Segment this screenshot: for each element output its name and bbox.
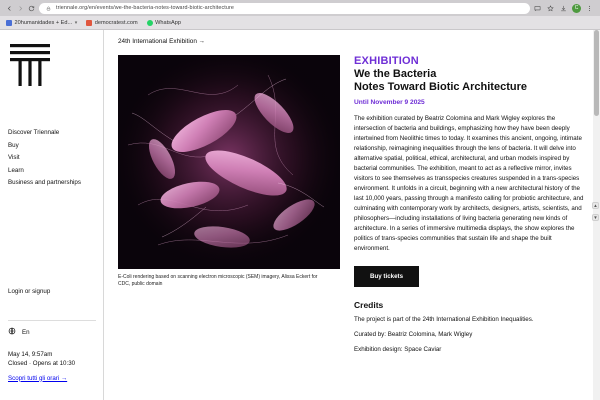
downloads-icon[interactable] — [559, 4, 568, 13]
browser-toolbar — [0, 0, 600, 16]
favicon-icon — [86, 20, 92, 26]
bookmark-label: WhatsApp — [155, 19, 181, 26]
description-text: The exhibition curated by Beatriz Colomina and Mark Wigley explores the intersection of bacteria and buildings, emphasizing how they have been deeply intertwined from Neolithic times to today. It examines this ancient, ongoing, intimate relationship, reimagining inequalities through the lens of bacteria. It will delve into alternative spatial, political, ethical, architectural, and urban models inspired by bacterial communities. The exhibition, meant to act as a reflective mirror, invites visitors to see themselves as transspecies creatures suspended in a trans-species environment. It unfolds in a circuit, beginning with a new architectural history of the last 10,000 years, passing through a manifesto calling for probiotic architecture, and culminating with contemporary work by architects, designers, artists, scientists, and philosophers—including installations of living bacteria generating new kinds of architecture. In a series of immersive multimedia displays, the show explores the politics of trans-species communities that sustain life and shape the built environment. — [354, 114, 584, 253]
bacteria-illustration — [118, 55, 340, 269]
credits-heading: Credits — [354, 300, 384, 311]
site-sidebar — [0, 30, 104, 400]
scroll-down-button[interactable]: ▼ — [593, 215, 598, 220]
login-signup-link[interactable]: Login or signup — [8, 288, 51, 295]
hero-image — [118, 55, 340, 269]
profile-avatar[interactable]: C — [572, 4, 581, 13]
credits-line-1: The project is part of the 24th International Exhibition Inequalities. — [354, 316, 534, 324]
bookmark-item[interactable] — [6, 20, 77, 26]
navigation-controls — [4, 4, 36, 13]
hours-status: Closed · Opens at 10:30 — [8, 360, 76, 368]
sidebar-item-buy[interactable]: Buy — [8, 141, 19, 149]
menu-icon[interactable] — [585, 4, 594, 13]
bookmark-label: 20humanidades + Ed... — [14, 19, 73, 26]
bookmark-star-icon[interactable] — [546, 4, 555, 13]
scroll-up-button[interactable]: ▲ — [593, 203, 598, 208]
language-value: En — [22, 328, 30, 336]
favicon-icon — [6, 20, 12, 26]
globe-icon — [8, 327, 16, 337]
sidebar-item-visit[interactable]: Visit — [8, 154, 20, 161]
toolbar-actions — [533, 4, 596, 13]
breadcrumb[interactable]: 24th International Exhibition → — [118, 38, 206, 45]
triennale-logo-icon[interactable] — [10, 42, 95, 89]
address-bar[interactable] — [39, 3, 530, 14]
eyebrow-label: EXHIBITION — [354, 55, 419, 67]
opening-hours — [8, 350, 98, 383]
scrollbar-thumb[interactable] — [594, 30, 599, 116]
exhibition-dates: Until November 9 2025 — [354, 98, 425, 106]
page-title — [354, 68, 586, 95]
sidebar-nav — [8, 129, 95, 186]
forward-icon[interactable] — [16, 4, 25, 13]
title-line-1: We the Bacteria — [354, 68, 437, 80]
bookmark-item[interactable] — [147, 20, 181, 26]
title-line-2: Notes Toward Biotic Architecture — [354, 81, 527, 94]
hours-datetime: May 14, 9:57am — [8, 351, 53, 358]
buy-tickets-button[interactable]: Buy tickets — [354, 266, 419, 287]
content-columns — [118, 55, 586, 355]
media-column — [118, 55, 340, 355]
bookmark-label: democratest.com — [94, 19, 138, 26]
image-caption: E-Coli rendering based on scanning electron microscopic (SEM) imagery, Alissa Eckert for CDC, public domain — [118, 274, 318, 288]
sidebar-item-discover[interactable]: Discover Triennale — [8, 129, 60, 136]
sidebar-item-business[interactable]: Business and partnerships — [8, 179, 81, 186]
bookmarks-bar — [0, 16, 600, 30]
favicon-icon — [147, 20, 153, 26]
all-hours-link[interactable]: Scopri tutti gli orari → — [8, 374, 68, 382]
chevron-down-icon[interactable]: ▾ — [74, 19, 78, 26]
main-content — [104, 30, 600, 400]
back-icon[interactable] — [5, 4, 14, 13]
reload-icon[interactable] — [27, 4, 36, 13]
bookmark-item[interactable] — [86, 20, 137, 26]
url-text: triennale.org/en/events/we-the-bacteria-notes-toward-biotic-architecture — [56, 5, 234, 11]
page-viewport — [0, 30, 600, 400]
credits-line-2: Curated by: Beatriz Colomina, Mark Wigley — [354, 331, 473, 339]
language-selector[interactable] — [8, 320, 96, 337]
text-column — [354, 55, 586, 355]
credits-line-3: Exhibition design: Space Caviar — [354, 346, 442, 354]
sidebar-item-learn[interactable]: Learn — [8, 166, 24, 174]
cast-icon[interactable] — [533, 4, 542, 13]
lock-icon — [44, 4, 53, 13]
